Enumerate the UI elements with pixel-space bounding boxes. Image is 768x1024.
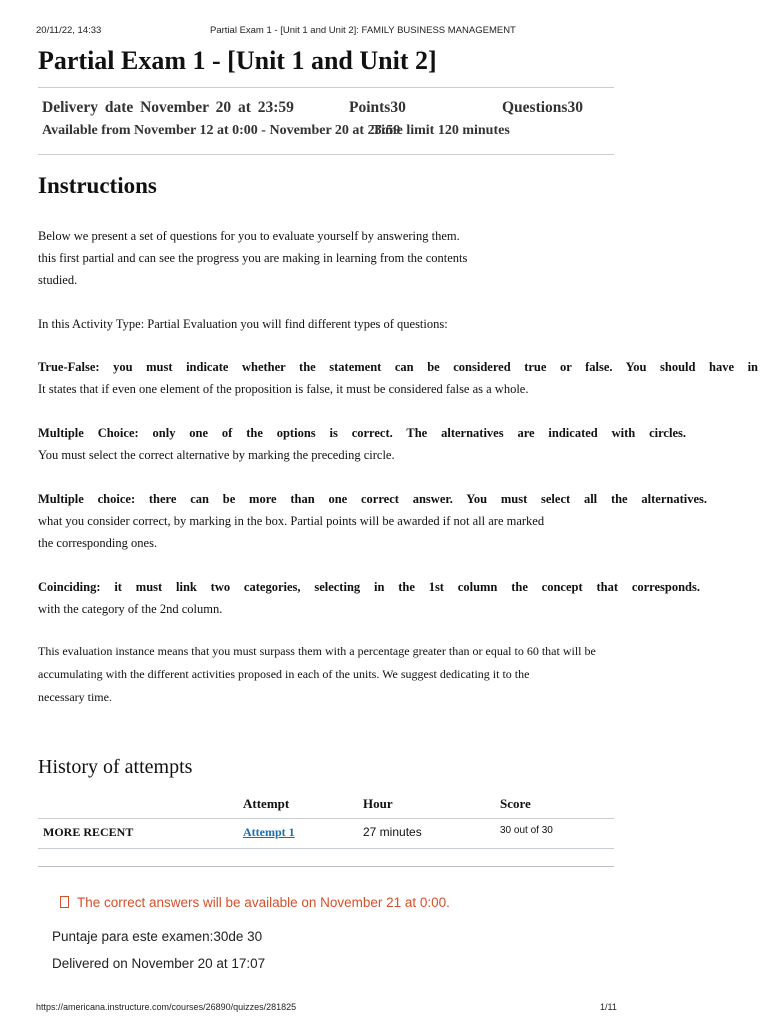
closing-line: This evaluation instance means that you must surpass them with a percentage greater than or equal to 60 that will be <box>38 644 596 658</box>
print-url: https://americana.instructure.com/courses/26890/quizzes/281825 <box>36 1002 297 1012</box>
print-doc-title: Partial Exam 1 - [Unit 1 and Unit 2]: FAMILY BUSINESS MANAGEMENT <box>210 25 516 36</box>
intro-line: Below we present a set of questions for you to evaluate yourself by answering them. <box>38 229 460 243</box>
divider <box>38 866 614 867</box>
true-false-detail: It states that if even one element of the proposition is false, it must be considered false as a whole. <box>38 382 529 396</box>
delivered-timestamp: Delivered on November 20 at 17:07 <box>52 956 266 971</box>
availability-window: Available from November 12 at 0:00 - November 20 at 23:59 <box>42 123 401 138</box>
column-header-attempt: Attempt <box>243 796 290 811</box>
divider <box>38 154 614 155</box>
multiple-choice-single-description <box>38 422 686 466</box>
table-header-divider <box>38 818 614 819</box>
types-intro-text: In this Activity Type: Partial Evaluation you will find different types of questions: <box>38 317 448 331</box>
page-title: Partial Exam 1 - [Unit 1 and Unit 2] <box>38 46 437 75</box>
notice-text: The correct answers will be available on November 21 at 0:00. <box>77 895 450 910</box>
closing-line: necessary time. <box>38 690 112 704</box>
delivery-date: Delivery date November 20 at 23:59 <box>42 99 294 116</box>
multiple-choice-single-detail: You must select the correct alternative by marking the preceding circle. <box>38 448 395 462</box>
coinciding-title: Coinciding: it must link two categories, selecting in the 1st column the concept that corresponds. <box>38 580 700 594</box>
multiple-choice-multi-detail: what you consider correct, by marking in the box. Partial points will be awarded if not all are marked <box>38 514 545 528</box>
history-heading: History of attempts <box>38 756 193 778</box>
time-limit: Time limit 120 minutes <box>372 123 510 138</box>
table-row-divider <box>38 848 614 849</box>
multiple-choice-single-title: Multiple Choice: only one of the options is correct. The alternatives are indicated with circles. <box>38 426 686 440</box>
question-types-intro <box>38 313 448 335</box>
instructions-intro <box>38 225 467 291</box>
multiple-choice-multi-detail: the corresponding ones. <box>38 536 158 550</box>
print-page-number: 1/11 <box>600 1002 617 1012</box>
true-false-description <box>38 356 758 400</box>
column-header-score: Score <box>500 796 531 811</box>
info-icon <box>60 896 69 908</box>
divider <box>38 87 614 88</box>
true-false-title: True-False: you must indicate whether the statement can be considered true or false. You should have in <box>38 360 758 374</box>
points-value: Points30 <box>349 99 406 116</box>
score-summary: Puntaje para este examen:30de 30 <box>52 929 263 944</box>
intro-line: studied. <box>38 273 78 287</box>
multiple-choice-multi-title: Multiple choice: there can be more than one correct answer. You must select all the alternatives. <box>38 492 707 506</box>
row-label: MORE RECENT <box>43 825 134 839</box>
coinciding-detail: with the category of the 2nd column. <box>38 602 223 616</box>
attempt-duration: 27 minutes <box>363 825 422 839</box>
column-header-hour: Hour <box>363 796 393 811</box>
multiple-choice-multi-description <box>38 488 707 554</box>
instructions-heading: Instructions <box>38 173 157 198</box>
intro-line: this first partial and can see the progress you are making in learning from the contents <box>38 251 468 265</box>
attempt-link[interactable]: Attempt 1 <box>243 825 295 839</box>
evaluation-closing <box>38 640 596 709</box>
attempt-score: 30 out of 30 <box>500 825 553 836</box>
answers-availability-notice <box>60 895 450 910</box>
coinciding-description <box>38 576 700 620</box>
closing-line: accumulating with the different activities proposed in each of the units. We suggest dedicating it to the <box>38 667 530 681</box>
questions-count: Questions30 <box>502 99 583 116</box>
print-datetime: 20/11/22, 14:33 <box>36 25 102 36</box>
